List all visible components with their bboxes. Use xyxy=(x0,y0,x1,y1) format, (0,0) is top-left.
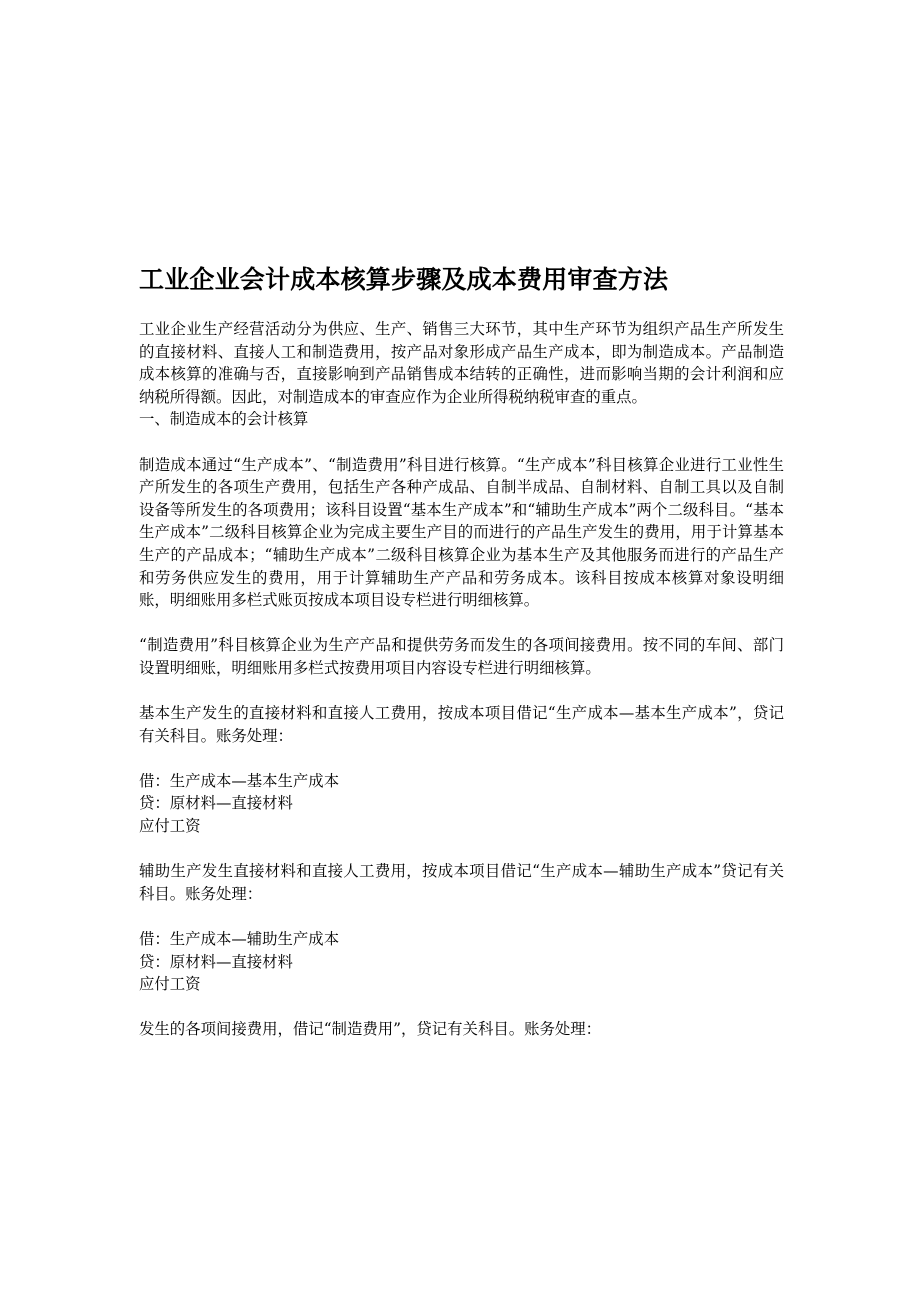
spacer xyxy=(139,680,784,703)
journal-entry-line: 贷：原材料—直接材料 xyxy=(139,794,293,813)
body-paragraph: 发生的各项间接费用，借记“制造费用”，贷记有关科目。账务处理： xyxy=(139,1020,602,1039)
intro-paragraph: 工业企业生产经营活动分为供应、生产、销售三大环节，其中生产环节为组织产品生产所发生的直接材料、直接人工和制造费用，按产品对象形成产品生产成本，即为制造成本。产品制造成本核算的准确与否，直接影响到产品销售成本结转的正确性，进而影响当期的会计利润和应纳税所得额。因此，对制造成本的审查应作为企业所得税纳税审查的重点。 xyxy=(139,320,784,406)
body-paragraph: 基本生产发生的直接材料和直接人工费用，按成本项目借记“生产成本—基本生产成本”，贷记有关科目。账务处理： xyxy=(139,704,784,745)
spacer xyxy=(139,431,784,454)
spacer xyxy=(139,747,784,770)
journal-entry-line: 应付工资 xyxy=(139,817,201,836)
body-paragraph: 辅助生产发生直接材料和直接人工费用，按成本项目借记“生产成本—辅助生产成本”贷记有关科目。账务处理： xyxy=(139,862,784,903)
body-paragraph: 制造成本通过“生产成本”、“制造费用”科目进行核算。“生产成本”科目核算企业进行工业性生产所发生的各项生产费用，包括生产各种产成品、自制半成品、自制材料、自制工具以及自制设备等所发生的各项费用；该科目设置“基本生产成本”和“辅助生产成本”两个二级科目。“基本生产成本”二级科目核算企业为完成主要生产目的而进行的产品生产发生的费用，用于计算基本生产的产品成本；“辅助生产成本”二级科目核算企业为基本生产及其他服务而进行的产品生产和劳务供应发生的费用，用于计算辅助生产产品和劳务成本。该科目按成本核算对象设明细账，明细账用多栏式账页按成本项目设专栏进行明细核算。 xyxy=(139,455,784,610)
spacer xyxy=(139,612,784,635)
journal-entry-line: 应付工资 xyxy=(139,975,201,994)
section-heading: 一、制造成本的会计核算 xyxy=(139,410,309,429)
spacer xyxy=(139,996,784,1019)
journal-entry-line: 借：生产成本—基本生产成本 xyxy=(139,771,340,790)
journal-entry-line: 贷：原材料—直接材料 xyxy=(139,952,293,971)
document-title: 工业企业会计成本核算步骤及成本费用审查方法 xyxy=(139,265,669,294)
document-page xyxy=(139,262,784,1041)
spacer xyxy=(139,905,784,928)
journal-entry-line: 借：生产成本—辅助生产成本 xyxy=(139,930,340,949)
body-paragraph: “制造费用”科目核算企业为生产产品和提供劳务而发生的各项间接费用。按不同的车间、部门设置明细账，明细账用多栏式按费用项目内容设专栏进行明细核算。 xyxy=(139,636,784,677)
spacer xyxy=(139,838,784,861)
